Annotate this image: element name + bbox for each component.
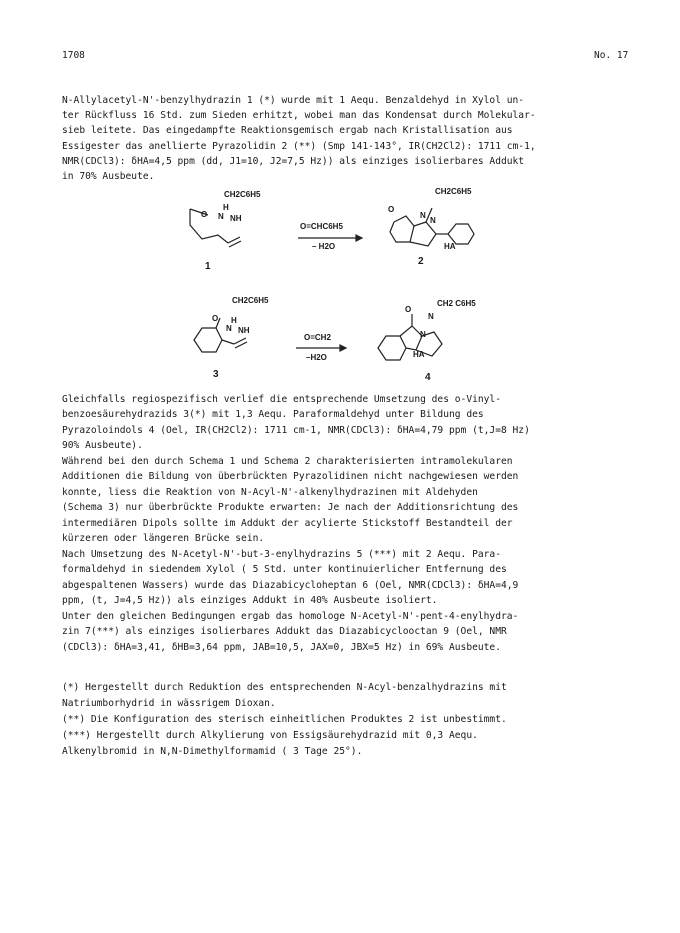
para2-line-4: 90% Ausbeute). (62, 440, 143, 451)
journal-issue: No. 17 (594, 50, 629, 61)
compound-3-n: N (226, 324, 232, 333)
compound-4-number: 4 (425, 372, 431, 383)
compound-3-o: O (212, 314, 219, 323)
para2-line-11: Nach Umsetzung des N-Acetyl-N'-but-3-enylhydrazins 5 (***) mit 2 Aequ. Para- (62, 549, 501, 560)
para1-line-6: in 70% Ausbeute. (62, 171, 155, 182)
para2-line-17: (CDCl3): δHA=3,41, δHB=3,64 ppm, JAB=10,5, JAX=0, JBX=5 Hz) in 69% Ausbeute. (62, 642, 501, 653)
para2-line-7: konnte, liess die Reaktion von N-Acyl-N'-alkenylhydrazinen mit Aldehyden (62, 487, 478, 498)
compound-2-number: 2 (418, 256, 424, 267)
compound-2-n2: N (430, 216, 436, 225)
para1-line-5: NMR(CDCl3): δHA=4,5 ppm (dd, J1=10, J2=7,5 Hz)) als einziges isolierbares Addukt (62, 156, 525, 167)
scheme2-arrow (296, 344, 346, 352)
scheme2-reagent: O=CH2 (304, 333, 331, 342)
compound-4-h: HA (413, 350, 425, 359)
para2-line-13: abgespaltenen Wassers) wurde das Diazabicycloheptan 6 (Oel, NMR(CDCl3): δHA=4,9 (62, 580, 519, 591)
compound-2-o: O (388, 205, 395, 214)
compound-4-n2: N (428, 312, 434, 321)
compound-1-o: O (201, 210, 208, 219)
footnote-line-4: (***) Hergestellt durch Alkylierung von Essigsäurehydrazid mit 0,3 Aequ. (62, 730, 478, 741)
para1-line-3: sieb leitete. Das eingedampfte Reaktionsgemisch ergab nach Kristallisation aus (62, 125, 513, 136)
compound-3-substituent: CH2C6H5 (232, 296, 269, 305)
para2-line-8: (Schema 3) nur überbrückte Produkte erwarten: Je nach der Additionsrichtung des (62, 502, 519, 513)
para2-line-14: ppm, (t, J=4,5 Hz)) als einziges Addukt in 40% Ausbeute isoliert. (62, 595, 438, 606)
para1-line-4: Essigester das anellierte Pyrazolidin 2 (**) (Smp 141-143°, IR(CH2Cl2): 1711 cm-1, (62, 141, 536, 152)
para2-line-15: Unter den gleichen Bedingungen ergab das homologe N-Acetyl-N'-pent-4-enylhydra- (62, 611, 519, 622)
para2-line-16: zin 7(***) als einziges isolierbares Addukt das Diazabicyclooctan 9 (Oel, NMR (62, 626, 507, 637)
structure-compound-4 (372, 312, 482, 372)
compound-2-substituent: CH2C6H5 (435, 187, 472, 196)
compound-3-nh: NH (238, 326, 250, 335)
para2-line-12: formaldehyd in siedendem Xylol ( 5 Std. unter kontinuierlicher Entfernung des (62, 564, 507, 575)
para1-line-2: ter Rückfluss 16 Std. zum Sieden erhitzt, wobei man das Kondensat durch Molekular- (62, 110, 536, 121)
compound-1-substituent: CH2C6H5 (224, 190, 261, 199)
compound-3-h: H (231, 316, 237, 325)
para1-line-1: N-Allylacetyl-N'-benzylhydrazin 1 (*) wurde mit 1 Aequ. Benzaldehyd in Xylol un- (62, 95, 525, 106)
structure-compound-1 (180, 205, 250, 255)
para2-line-3: Pyrazoloindols 4 (Oel, IR(CH2Cl2): 1711 cm-1, NMR(CDCl3): δHA=4,79 ppm (t,J=8 Hz) (62, 425, 530, 436)
page-number: 1708 (62, 50, 85, 61)
footnote-line-5: Alkenylbromid in N,N-Dimethylformamid ( 3 Tage 25°). (62, 746, 363, 757)
compound-2-h: HA (444, 242, 456, 251)
footnote-line-1: (*) Hergestellt durch Reduktion des entsprechenden N-Acyl-benzalhydrazins mit (62, 682, 507, 693)
para2-line-1: Gleichfalls regiospezifisch verlief die entsprechende Umsetzung des o-Vinyl- (62, 394, 501, 405)
footnote-line-2: Natriumborhydrid in wässrigem Dioxan. (62, 698, 276, 709)
compound-1-nh: NH (230, 214, 242, 223)
compound-3-number: 3 (213, 369, 219, 380)
para2-line-10: kürzeren oder längeren Brücke sein. (62, 533, 265, 544)
scheme1-byproduct: – H2O (312, 242, 336, 251)
para2-line-2: benzoesäurehydrazids 3(*) mit 1,3 Aequ. Paraformaldehyd unter Bildung des (62, 409, 484, 420)
compound-4-n1: N (420, 330, 426, 339)
compound-1-number: 1 (205, 261, 211, 272)
compound-4-o: O (405, 305, 412, 314)
para2-line-5: Während bei den durch Schema 1 und Schema 2 charakterisierten intramolekularen (62, 456, 513, 467)
compound-4-substituent: CH2 C6H5 (437, 299, 476, 308)
compound-1-n: N (218, 212, 224, 221)
para2-line-9: intermediären Dipols sollte im Addukt der acylierte Stickstoff Bestandteil der (62, 518, 513, 529)
para2-line-6: Additionen die Bildung von überbrückten Pyrazolidinen nicht nachgewiesen werden (62, 471, 519, 482)
compound-1-h: H (223, 203, 229, 212)
structure-compound-2 (380, 200, 490, 260)
compound-2-n1: N (420, 211, 426, 220)
footnote-line-3: (**) Die Konfiguration des sterisch einheitlichen Produktes 2 ist unbestimmt. (62, 714, 507, 725)
scheme1-reagent: O=CHC6H5 (300, 222, 343, 231)
scheme2-byproduct: –H2O (306, 353, 327, 362)
scheme1-arrow (298, 234, 362, 242)
